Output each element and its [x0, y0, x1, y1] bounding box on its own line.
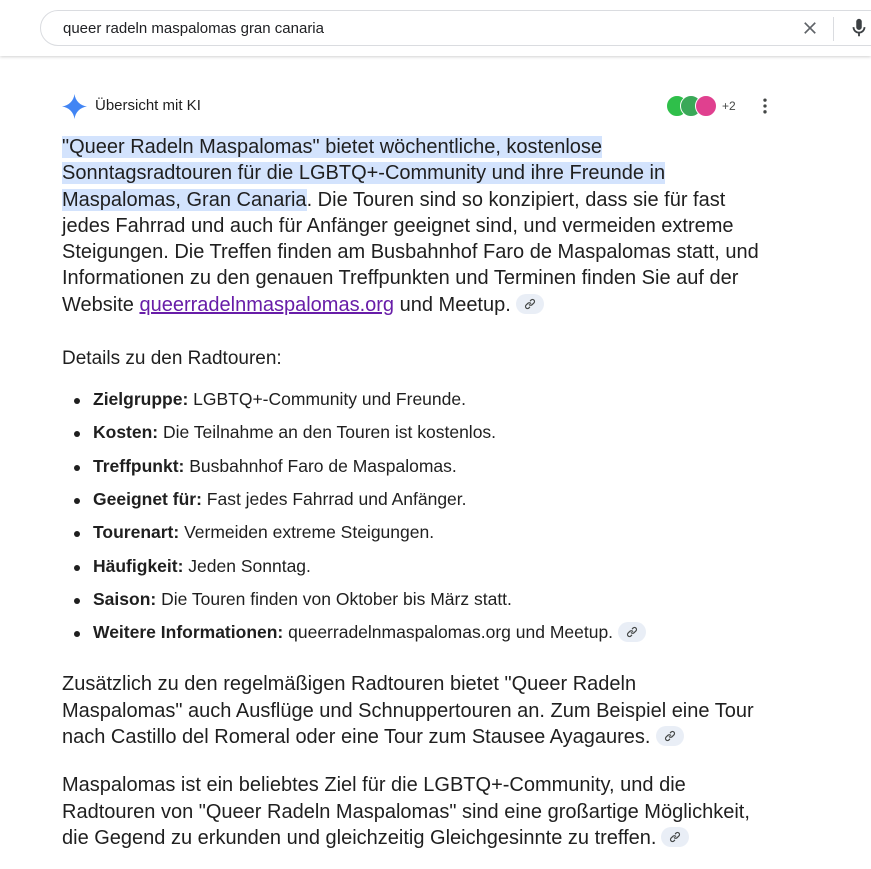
details-list: [62, 383, 762, 649]
item-text: Die Teilnahme an den Touren ist kostenlos.: [158, 422, 497, 443]
link-icon: [626, 626, 638, 638]
item-label: Saison:: [93, 588, 157, 609]
item-label: Kosten:: [93, 422, 159, 443]
microphone-icon[interactable]: [848, 17, 870, 39]
item-text: queerradelnmaspalomas.org und Meetup.: [283, 622, 614, 643]
link-icon: [524, 298, 536, 310]
ai-overview-content: [62, 134, 762, 851]
paragraph-conclusion: [62, 772, 762, 851]
paragraph-text: Zusätzlich zu den regelmäßigen Radtouren bietet "Queer Radeln Maspalomas" auch Ausflüge und Schnuppertouren an. Zum Beispiel eine Tour nach Castillo del Romeral oder eine Tour zum Stausee Ayagaures.: [62, 673, 754, 749]
list-item: [93, 583, 762, 616]
item-text: Busbahnhof Faro de Maspalomas.: [184, 455, 457, 476]
list-item: [93, 416, 762, 449]
highlighted-summary: "Queer Radeln Maspalomas" bietet wöchentliche, kostenlose Sonntagsradtouren für die LGBTQ+-Community und ihre Freunde in Maspalomas, Gran Canaria: [62, 136, 666, 211]
citation-link-button[interactable]: [516, 294, 544, 314]
intro-text-end: und Meetup.: [394, 293, 511, 316]
source-avatar[interactable]: [695, 95, 717, 117]
intro-text: . Die Touren sind so konzipiert, dass sie für fast jedes Fahrrad und auch für Anfänger geeignet sind, und vermeiden extreme Steigungen. Die Treffen finden am Busbahnhof Faro de Maspalomas statt, und Informationen zu den genauen Treffpunkten und Terminen finden Sie auf der Website: [62, 188, 759, 316]
link-icon: [664, 730, 676, 742]
list-item: [93, 483, 762, 516]
paragraph-text: Maspalomas ist ein beliebtes Ziel für die LGBTQ+-Community, und die Radtouren von "Queer Radeln Maspalomas" sind eine großartige Möglichkeit, die Gegend zu erkunden und gleichzeitig Gleichgesinnte zu treffen.: [62, 774, 750, 849]
list-item: [93, 550, 762, 583]
item-label: Tourenart:: [93, 522, 180, 543]
source-avatars[interactable]: [666, 95, 746, 117]
link-icon: [669, 831, 681, 843]
ai-overview-header: [62, 92, 772, 120]
ai-overview-title: Übersicht mit KI: [95, 97, 201, 114]
search-box[interactable]: [40, 10, 871, 46]
details-heading: Details zu den Radtouren:: [62, 348, 282, 370]
list-item: [93, 516, 762, 549]
paragraph-excursions: [62, 671, 762, 750]
search-input[interactable]: [63, 11, 753, 45]
list-item: [93, 450, 762, 483]
item-text: LGBTQ+-Community und Freunde.: [188, 389, 466, 410]
citation-link-button[interactable]: [618, 622, 646, 642]
item-label: Treffpunkt:: [93, 455, 185, 476]
website-link[interactable]: queerradelnmaspalomas.org: [139, 293, 395, 316]
item-label: Häufigkeit:: [93, 555, 184, 576]
item-label: Geeignet für:: [93, 488, 202, 509]
item-text: Jeden Sonntag.: [183, 555, 311, 576]
search-header: [0, 0, 871, 56]
citation-link-button[interactable]: [656, 726, 684, 746]
close-icon[interactable]: [800, 18, 820, 38]
item-text: Vermeiden extreme Steigungen.: [179, 522, 435, 543]
more-vert-icon[interactable]: [755, 96, 775, 116]
item-label: Weitere Informationen:: [93, 622, 284, 643]
item-text: Fast jedes Fahrrad und Anfänger.: [201, 488, 467, 509]
item-text: Die Touren finden von Oktober bis März statt.: [156, 588, 512, 609]
citation-link-button[interactable]: [661, 827, 689, 847]
gemini-spark-icon: [62, 94, 87, 119]
search-divider: [833, 17, 834, 41]
intro-paragraph: [62, 134, 762, 318]
item-label: Zielgruppe:: [93, 389, 189, 410]
list-item: [93, 616, 762, 649]
list-item: [93, 383, 762, 416]
sources-more-count[interactable]: +2: [722, 99, 736, 113]
